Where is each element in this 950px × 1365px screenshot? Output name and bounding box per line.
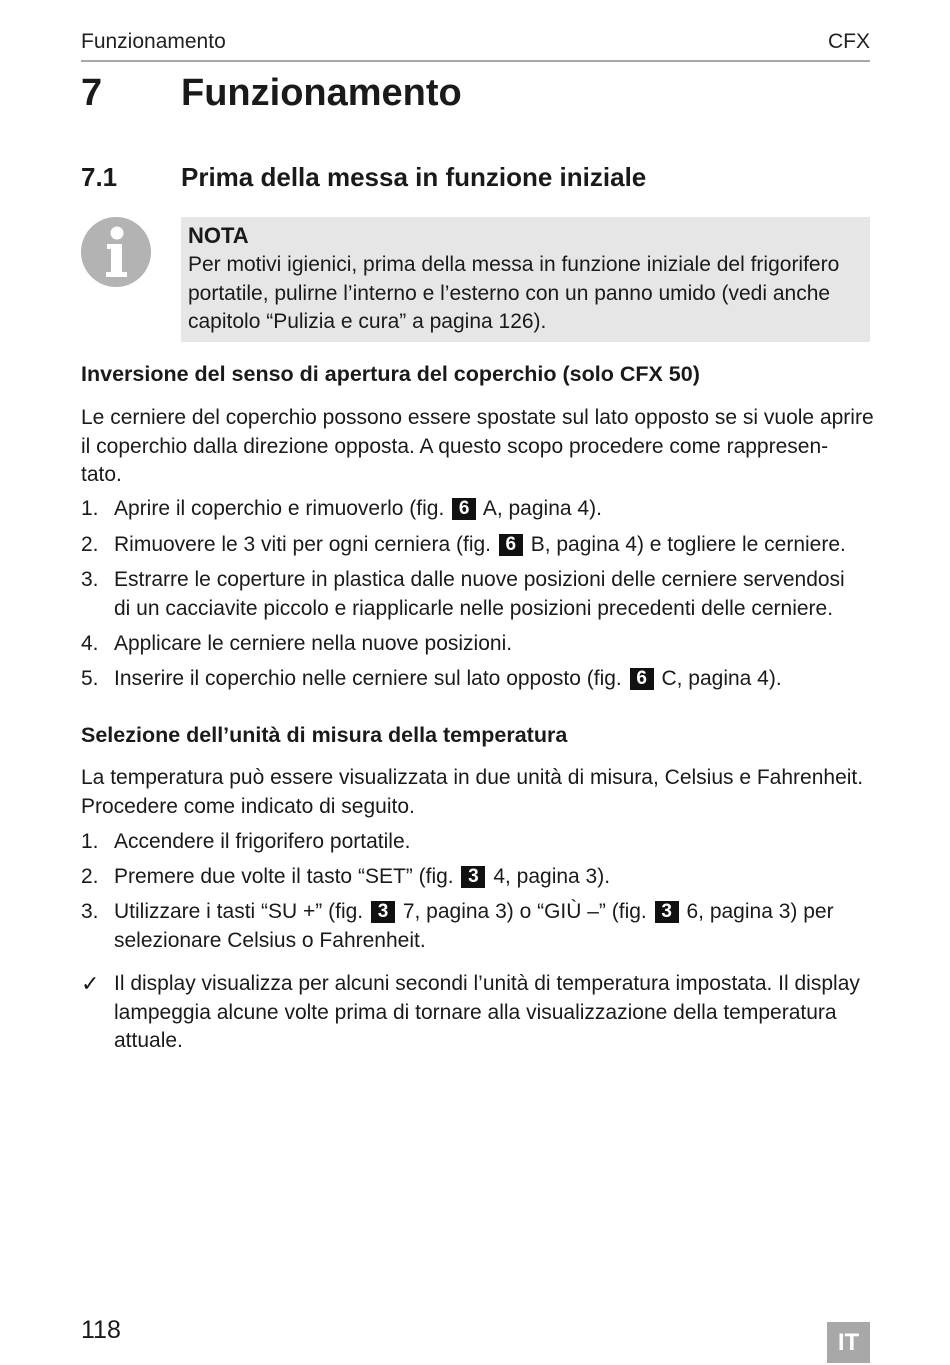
chapter-number: 7 (81, 72, 103, 114)
step-text-part: 7, pagina 3) o “GIÙ –” (fig. (402, 900, 647, 923)
step-text-part: C, pagina 4). (661, 667, 782, 690)
step-text-part: Aprire il coperchio e rimuoverlo (fig. (114, 497, 445, 520)
info-icon (80, 216, 152, 288)
figure-ref-badge: 6 (499, 534, 523, 556)
figure-ref-badge: 6 (630, 668, 654, 690)
note-line: capitolo “Pulizia e cura” a pagina 126). (188, 310, 547, 333)
chapter-title: Funzionamento (181, 72, 462, 114)
section-number: 7.1 (81, 162, 118, 192)
step-text-part: Premere due volte il tasto “SET” (fig. (114, 865, 454, 888)
step-text (114, 665, 874, 694)
figure-ref-badge: 6 (452, 498, 476, 520)
lid-intro (81, 404, 881, 490)
temp-intro-line: Procedere come indicato di seguito. (81, 794, 415, 818)
lid-intro-line: il coperchio dalla direzione opposta. A questo scopo procedere come rappresen- (81, 434, 829, 458)
step-number: 2. (81, 533, 99, 556)
step-number: 3. (81, 568, 99, 591)
step-number: 2. (81, 865, 99, 888)
step-text-line: Estrarre le coperture in plastica dalle nuove posizioni delle cerniere servendosi (114, 568, 845, 591)
step-text-part: 4, pagina 3). (493, 865, 611, 888)
step-text (114, 531, 874, 560)
step-text (114, 898, 874, 955)
result-line: attuale. (114, 1029, 183, 1052)
note-line: portatile, pulirne l’interno e l’esterno con un panno umido (vedi anche (188, 281, 831, 305)
step-text-line (114, 898, 874, 927)
step-number: 1. (81, 497, 99, 520)
step-text-part: 6, pagina 3) per (686, 900, 834, 923)
lid-heading: Inversione del senso di apertura del coperchio (solo CFX 50) (81, 362, 700, 386)
step-text-part: Inserire il coperchio nelle cerniere sul lato opposto (fig. (114, 667, 622, 690)
step-number: 5. (81, 667, 99, 690)
lid-intro-line: Le cerniere del coperchio possono essere spostate sul lato opposto se si vuole aprire (81, 406, 874, 429)
section-title: Prima della messa in funzione iniziale (181, 162, 647, 192)
temp-intro (81, 764, 881, 821)
step-text: Accendere il frigorifero portatile. (114, 830, 411, 853)
temp-intro-line: La temperatura può essere visualizzata in due unità di misura, Celsius e Fahrenheit. (81, 766, 864, 789)
result-text (114, 970, 874, 1056)
figure-ref-badge: 3 (371, 901, 395, 923)
step-text (114, 863, 874, 892)
figure-ref-badge: 3 (655, 901, 679, 923)
running-header-product: CFX (828, 30, 870, 53)
page-number: 118 (81, 1316, 121, 1344)
result-line: Il display visualizza per alcuni secondi l’unità di temperatura impostata. Il display (114, 972, 860, 995)
result-line: lampeggia alcune volte prima di tornare alla visualizzazione della temperatura (114, 1000, 837, 1024)
step-text: Applicare le cerniere nella nuove posizioni. (114, 632, 513, 655)
step-text-part: A, pagina 4). (482, 497, 602, 520)
running-header-section: Funzionamento (81, 30, 226, 53)
step-text-line: di un cacciavite piccolo e riapplicarle nelle posizioni precedenti delle cerniere. (114, 596, 834, 620)
checkmark-icon: ✓ (81, 971, 100, 996)
step-text-line: selezionare Celsius o Fahrenheit. (114, 928, 426, 952)
step-number: 4. (81, 632, 99, 655)
step-text (114, 566, 874, 623)
temp-heading: Selezione dell’unità di misura della temperatura (81, 723, 568, 747)
note-line: Per motivi igienici, prima della messa in funzione iniziale del frigorifero (188, 253, 840, 276)
step-text (114, 495, 874, 524)
lid-intro-line: tato. (81, 463, 122, 486)
step-text-part: B, pagina 4) e togliere le cerniere. (530, 533, 846, 556)
language-badge: IT (827, 1322, 870, 1363)
step-number: 3. (81, 900, 99, 923)
note-title: NOTA (188, 223, 249, 248)
step-number: 1. (81, 830, 99, 853)
figure-ref-badge: 3 (461, 866, 485, 888)
step-text-part: Rimuovere le 3 viti per ogni cerniera (fig. (114, 533, 491, 556)
step-text-part: Utilizzare i tasti “SU +” (fig. (114, 900, 364, 923)
note-box (181, 217, 870, 342)
running-header (81, 30, 870, 62)
